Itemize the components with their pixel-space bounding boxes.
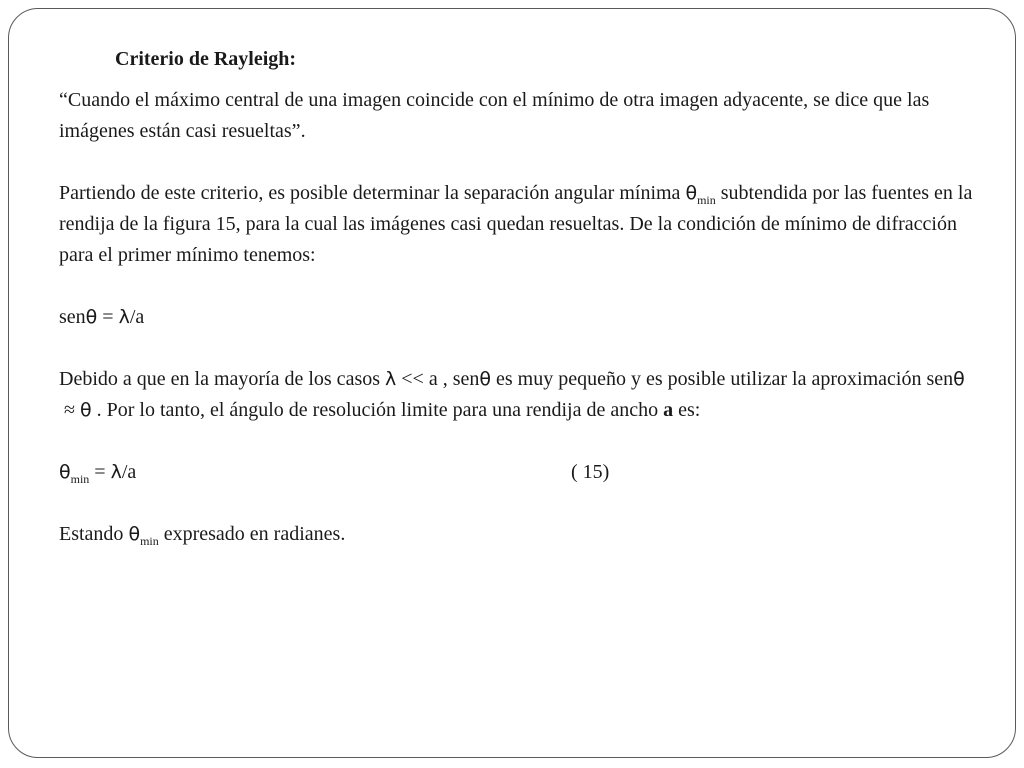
text-segment: . Por lo tanto, el ángulo de resolución limite para una rendija de ancho — [91, 399, 664, 421]
subscript-min: min — [697, 193, 716, 207]
subscript-min: min — [140, 534, 159, 548]
text-segment: Debido a que en la mayoría de los casos — [59, 368, 386, 390]
paragraph-angular-separation — [59, 178, 989, 271]
paragraph-approximation — [59, 364, 989, 426]
theta-symbol: θ — [685, 182, 698, 204]
rayleigh-quote: “Cuando el máximo central de una imagen coincide con el mínimo de otra imagen adyacente, se dice que las imágenes están casi resueltas”. — [59, 89, 930, 142]
equals-sign: = — [97, 306, 119, 328]
theta-symbol: θ — [79, 399, 92, 421]
over-a-text: /a — [129, 306, 145, 328]
text-segment: Estando — [59, 523, 129, 545]
text-segment: es muy pequeño y es posible utilizar la aproximación sen — [491, 368, 954, 390]
text-segment: expresado en radianes. — [158, 523, 346, 545]
over-a-text: /a — [121, 461, 137, 483]
bold-a: a — [663, 399, 674, 421]
lambda-symbol: λ — [385, 368, 397, 390]
approx-sign: ≈ — [59, 399, 80, 421]
theta-symbol: θ — [59, 461, 71, 483]
theta-symbol: θ — [953, 368, 965, 390]
text-segment: subtendida por las fuentes en la rendija de la figura 15, para la cual las imágenes casi quedan resueltas. De la condición de mínimo de difracción para el primer mínimo tenemos: — [59, 182, 973, 266]
slide-content — [59, 44, 989, 581]
equals-sign: = — [89, 461, 111, 483]
sen-text: sen — [59, 306, 86, 328]
equation-number: ( 15) — [571, 461, 610, 483]
text-segment: es: — [673, 399, 701, 421]
theta-symbol: θ — [128, 523, 141, 545]
subscript-min: min — [70, 472, 90, 486]
lambda-symbol: λ — [118, 306, 130, 328]
text-segment: Partiendo de este criterio, es posible determinar la separación angular mínima — [59, 182, 686, 204]
closing-sentence — [59, 519, 989, 550]
theta-symbol: θ — [85, 306, 98, 328]
theta-symbol: θ — [479, 368, 491, 390]
slide-title: Criterio de Rayleigh: — [115, 48, 297, 70]
equation-theta-min — [59, 457, 989, 488]
text-segment: << a , sen — [396, 368, 480, 390]
equation-sin-theta — [59, 302, 989, 333]
lambda-symbol: λ — [110, 461, 122, 483]
